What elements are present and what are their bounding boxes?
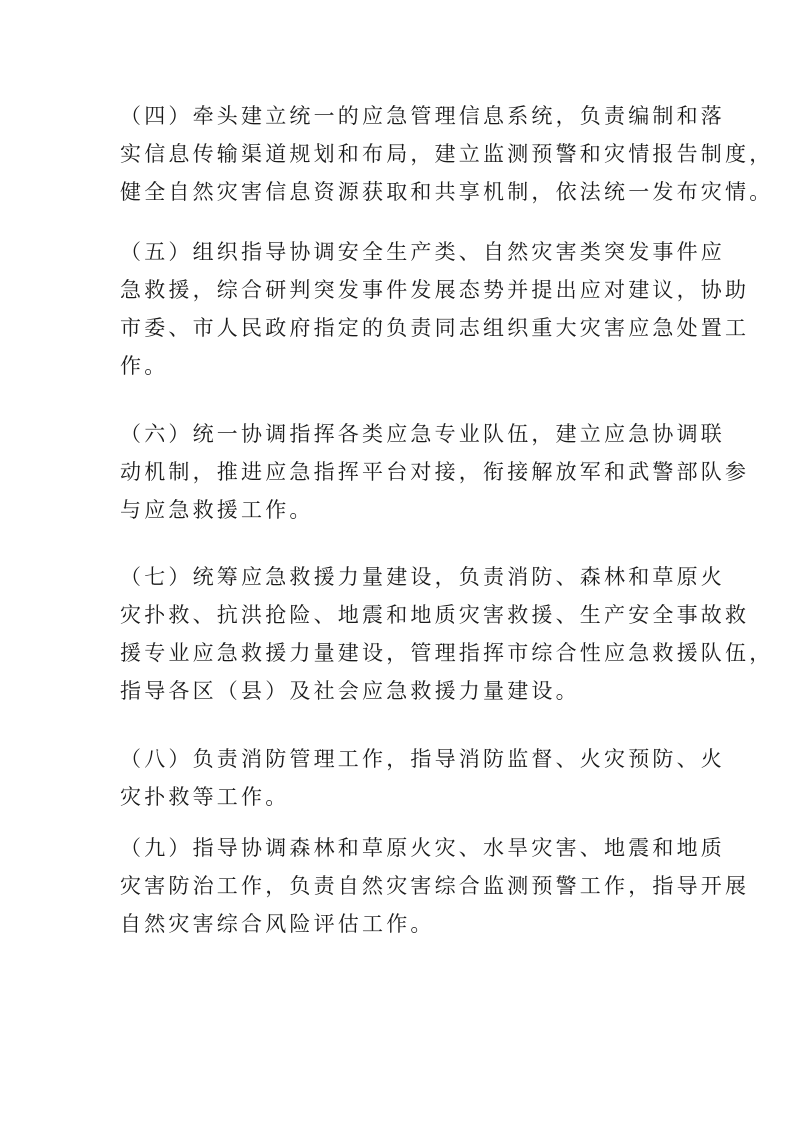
paragraph-5-emergency-rescue	[120, 233, 750, 385]
paragraph-line: （四）牵头建立统一的应急管理信息系统，负责编制和落	[120, 104, 725, 128]
paragraph-8-fire-management	[120, 740, 725, 816]
paragraph-line: 动机制，推进应急指挥平台对接，衔接解放军和武警部队参	[120, 460, 750, 484]
paragraph-9-disaster-prevention	[120, 829, 750, 943]
paragraph-line: 市委、市人民政府指定的负责同志组织重大灾害应急处置工	[120, 316, 750, 340]
paragraph-line: 与应急救援工作。	[120, 498, 314, 522]
paragraph-4-info-system	[120, 97, 774, 211]
paragraph-line: 灾扑救、抗洪抢险、地震和地质灾害救援、生产安全事故救	[120, 603, 750, 627]
paragraph-line: 急救援，综合研判突发事件发展态势并提出应对建议，协助	[120, 278, 750, 302]
paragraph-line: 灾扑救等工作。	[120, 785, 290, 809]
paragraph-line: （七）统筹应急救援力量建设，负责消防、森林和草原火	[120, 565, 725, 589]
paragraph-line: 实信息传输渠道规划和布局，建立监测预警和灾情报告制度，	[120, 142, 774, 166]
paragraph-line: （九）指导协调森林和草原火灾、水旱灾害、地震和地质	[120, 836, 725, 860]
paragraph-line: 健全自然灾害信息资源获取和共享机制，依法统一发布灾情。	[120, 180, 774, 204]
paragraph-6-team-coordination	[120, 415, 750, 529]
paragraph-line: （八）负责消防管理工作，指导消防监督、火灾预防、火	[120, 747, 725, 771]
paragraph-line: 援专业应急救援力量建设，管理指挥市综合性应急救援队伍，	[120, 641, 774, 665]
paragraph-7-force-building	[120, 558, 774, 710]
paragraph-line: 作。	[120, 354, 169, 378]
paragraph-line: 灾害防治工作，负责自然灾害综合监测预警工作，指导开展	[120, 874, 750, 898]
paragraph-line: （五）组织指导协调安全生产类、自然灾害类突发事件应	[120, 240, 725, 264]
paragraph-line: （六）统一协调指挥各类应急专业队伍，建立应急协调联	[120, 422, 725, 446]
paragraph-line: 自然灾害综合风险评估工作。	[120, 912, 435, 936]
paragraph-line: 指导各区（县）及社会应急救援力量建设。	[120, 679, 580, 703]
